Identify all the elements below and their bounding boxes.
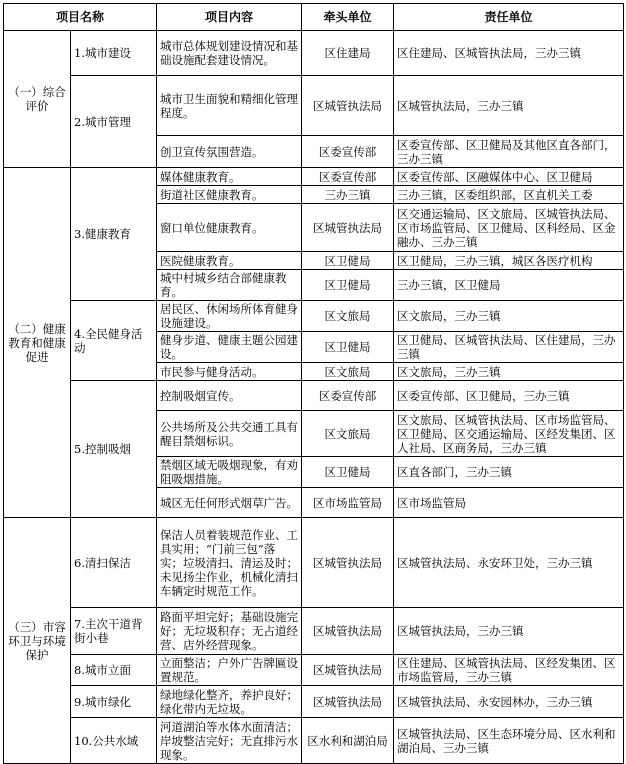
lead-unit-cell: 区市场监管局 bbox=[302, 488, 394, 518]
responsible-unit-cell: 区文旅局，三办三镇 bbox=[394, 301, 624, 332]
lead-unit-cell: 区城管执法局 bbox=[302, 76, 394, 136]
category-cell: （三）市容环卫与环境保护 bbox=[4, 518, 71, 764]
table-row bbox=[4, 655, 624, 686]
table-row bbox=[4, 301, 624, 332]
lead-unit-cell: 区委宣传部 bbox=[302, 381, 394, 411]
content-cell: 城区无任何形式烟草广告。 bbox=[157, 488, 302, 518]
content-cell: 保洁人员着装规范作业、工具实用；“门前三包”落实；垃圾清扫、清运及时；未见扬尘作业，机械化清扫车辆定时规范工作。 bbox=[157, 518, 302, 608]
content-cell: 窗口单位健康教育。 bbox=[157, 204, 302, 252]
responsible-unit-cell: 区卫健局，三办三镇，城区各医疗机构 bbox=[394, 252, 624, 270]
content-cell: 城市卫生面貌和精细化管理程度。 bbox=[157, 76, 302, 136]
responsible-unit-cell: 区住建局、区城管执法局，三办三镇 bbox=[394, 31, 624, 76]
table-row bbox=[4, 168, 624, 186]
category-cell: （二）健康教育和健康促进 bbox=[4, 168, 71, 518]
responsible-unit-cell: 区城管执法局、永安环卫处，三办三镇 bbox=[394, 518, 624, 608]
lead-unit-cell: 区文旅局 bbox=[302, 411, 394, 457]
header-lead-unit: 牵头单位 bbox=[302, 4, 394, 31]
responsible-unit-cell: 区城管执法局、永安园林办，三办三镇 bbox=[394, 686, 624, 718]
item-name-cell: 2.城市管理 bbox=[71, 76, 157, 168]
lead-unit-cell: 区城管执法局 bbox=[302, 686, 394, 718]
content-cell: 城中村城乡结合部健康教育。 bbox=[157, 270, 302, 301]
responsible-unit-cell: 区住建局、区城管执法局、区经发集团、区市场监管局，三办三镇 bbox=[394, 655, 624, 686]
category-cell: （一）综合评价 bbox=[4, 31, 71, 168]
content-cell: 立面整洁；户外广告牌匾设置规范。 bbox=[157, 655, 302, 686]
item-name-cell: 4.全民健身活动 bbox=[71, 301, 157, 381]
lead-unit-cell: 区城管执法局 bbox=[302, 655, 394, 686]
lead-unit-cell: 区城管执法局 bbox=[302, 518, 394, 608]
responsible-unit-cell: 区委宣传部、区卫健局，三办三镇 bbox=[394, 381, 624, 411]
item-name-cell: 1.城市建设 bbox=[71, 31, 157, 76]
responsible-unit-cell: 三办三镇，区卫健局 bbox=[394, 270, 624, 301]
lead-unit-cell: 区卫健局 bbox=[302, 252, 394, 270]
lead-unit-cell: 区城管执法局 bbox=[302, 204, 394, 252]
lead-unit-cell: 区文旅局 bbox=[302, 363, 394, 381]
table-row bbox=[4, 381, 624, 411]
item-name-cell: 5.控制吸烟 bbox=[71, 381, 157, 518]
content-cell: 绿地绿化整齐，养护良好；绿化带内无垃圾。 bbox=[157, 686, 302, 718]
lead-unit-cell: 区住建局 bbox=[302, 31, 394, 76]
content-cell: 公共场所及公共交通工具有醒目禁烟标识。 bbox=[157, 411, 302, 457]
responsible-unit-cell: 区直各部门，三办三镇 bbox=[394, 457, 624, 488]
lead-unit-cell: 区卫健局 bbox=[302, 270, 394, 301]
content-cell: 创卫宣传氛围营造。 bbox=[157, 136, 302, 168]
lead-unit-cell: 区水利和湖泊局 bbox=[302, 718, 394, 764]
responsible-unit-cell: 区市场监管局 bbox=[394, 488, 624, 518]
item-name-cell: 6.清扫保洁 bbox=[71, 518, 157, 608]
responsible-unit-cell: 三办三镇，区委组织部，区直机关工委 bbox=[394, 186, 624, 204]
content-cell: 医院健康教育。 bbox=[157, 252, 302, 270]
table-row bbox=[4, 686, 624, 718]
item-name-cell: 3.健康教育 bbox=[71, 168, 157, 301]
lead-unit-cell: 区城管执法局 bbox=[302, 608, 394, 655]
table-row bbox=[4, 31, 624, 76]
content-cell: 路面平坦完好；基础设施完好；无垃圾积存；无占道经营、店外经营现象。 bbox=[157, 608, 302, 655]
content-cell: 城市总体规划建设情况和基础设施配套建设情况。 bbox=[157, 31, 302, 76]
lead-unit-cell: 区卫健局 bbox=[302, 457, 394, 488]
content-cell: 禁烟区域无吸烟现象，有劝阻吸烟措施。 bbox=[157, 457, 302, 488]
responsible-unit-cell: 区文旅局、区城管执法局、区市场监管局、区卫健局、区交通运输局、区经发集团、区人社局、区商务局，三办三镇 bbox=[394, 411, 624, 457]
content-cell: 健身步道、健康主题公园建设。 bbox=[157, 332, 302, 363]
table-row bbox=[4, 76, 624, 136]
lead-unit-cell: 区委宣传部 bbox=[302, 136, 394, 168]
item-name-cell: 10.公共水域 bbox=[71, 718, 157, 764]
content-cell: 街道社区健康教育。 bbox=[157, 186, 302, 204]
responsible-unit-cell: 区城管执法局、区生态环境分局、区水利和湖泊局、三办三镇 bbox=[394, 718, 624, 764]
header-project-name: 项目名称 bbox=[4, 4, 157, 31]
header-project-content: 项目内容 bbox=[157, 4, 302, 31]
content-cell: 河道湖泊等水体水面清洁；岸坡整洁完好；无直排污水现象。 bbox=[157, 718, 302, 764]
item-name-cell: 9.城市绿化 bbox=[71, 686, 157, 718]
lead-unit-cell: 三办三镇 bbox=[302, 186, 394, 204]
responsible-unit-cell: 区城管执法局，三办三镇 bbox=[394, 76, 624, 136]
content-cell: 市民参与健身活动。 bbox=[157, 363, 302, 381]
content-cell: 居民区、休闲场所体育健身设施建设。 bbox=[157, 301, 302, 332]
header-responsible-unit: 责任单位 bbox=[394, 4, 624, 31]
responsible-unit-cell: 区委宣传部、区融媒体中心、区卫健局 bbox=[394, 168, 624, 186]
responsible-unit-cell: 区城管执法局，三办三镇 bbox=[394, 608, 624, 655]
item-name-cell: 7.主次干道背街小巷 bbox=[71, 608, 157, 655]
responsible-unit-cell: 区文旅局，三办三镇 bbox=[394, 363, 624, 381]
responsible-unit-cell: 区交通运输局、区文旅局、区城管执法局、区市场监管局、区卫健局、区科经局、区金融办、三办三镇 bbox=[394, 204, 624, 252]
lead-unit-cell: 区卫健局 bbox=[302, 332, 394, 363]
content-cell: 媒体健康教育。 bbox=[157, 168, 302, 186]
responsible-unit-cell: 区卫健局、区城管执法局、区住建局，三办三镇 bbox=[394, 332, 624, 363]
lead-unit-cell: 区文旅局 bbox=[302, 301, 394, 332]
table-row bbox=[4, 518, 624, 608]
responsibility-table bbox=[3, 3, 624, 764]
responsible-unit-cell: 区委宣传部、区卫健局及其他区直各部门，三办三镇 bbox=[394, 136, 624, 168]
lead-unit-cell: 区委宣传部 bbox=[302, 168, 394, 186]
header-row bbox=[4, 4, 624, 31]
content-cell: 控制吸烟宣传。 bbox=[157, 381, 302, 411]
table-row bbox=[4, 608, 624, 655]
item-name-cell: 8.城市立面 bbox=[71, 655, 157, 686]
